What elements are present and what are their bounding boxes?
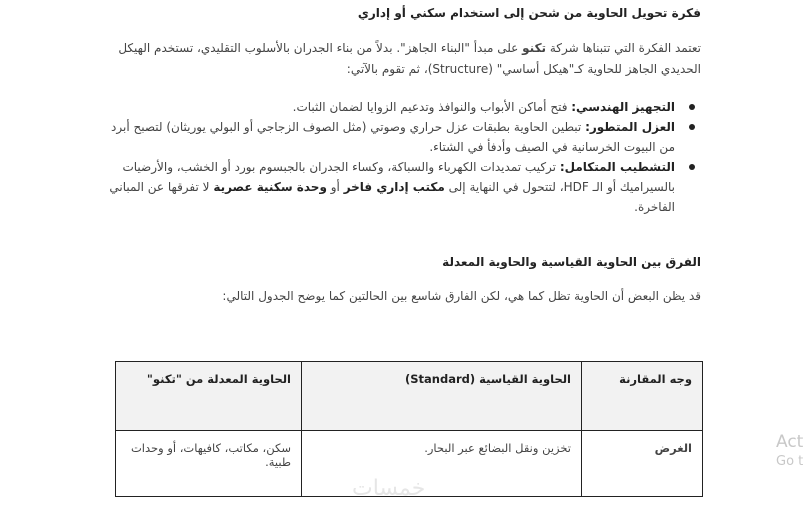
cell-modified: سكن، مكاتب، كافيهات، أو وحدات طبية. [116, 431, 302, 497]
header-aspect: وجه المقارنة [582, 362, 703, 431]
cell-standard: تخزين ونقل البضائع عبر البحار. [302, 431, 582, 497]
brand-name: تكنو [522, 41, 547, 55]
item-text: فتح أماكن الأبواب والنوافذ وتدعيم الزوايا لضمان الثبات. [292, 100, 572, 114]
cell-aspect: الغرض [582, 431, 703, 497]
intro-text-start: تعتمد الفكرة التي تتبناها شركة [546, 41, 701, 55]
bullet-icon [689, 164, 695, 170]
bullet-icon [689, 104, 695, 110]
table-header-row [116, 362, 703, 431]
item-title: العزل المتطور: [585, 120, 675, 134]
activation-line2: Go t [776, 454, 803, 469]
item-title: التجهيز الهندسي: [571, 100, 675, 114]
watermark: خمسات [352, 476, 426, 501]
header-modified: الحاوية المعدلة من "تكنو" [116, 362, 302, 431]
steps-list [101, 97, 701, 217]
activation-overlay [776, 432, 803, 472]
item-bold-office: مكتب إداري فاخر [343, 180, 445, 194]
intro-text-end: على مبدأ "البناء الجاهز". بدلاً من بناء الجدران بالأسلوب التقليدي، تستخدم الهيكل الحديدي الجاهز للحاوية كـ"هيكل أساسي" (Structure)، ثم تقوم بالآتي: [118, 41, 701, 76]
activation-line1: Act [776, 432, 803, 452]
item-bold-residential: وحدة سكنية عصرية [213, 180, 327, 194]
item-text-end: لا تفرقها عن المباني الفاخرة. [109, 180, 675, 214]
difference-intro: قد يظن البعض أن الحاوية تظل كما هي، لكن الفارق شاسع بين الحالتين كما يوضح الجدول التالي: [222, 289, 701, 303]
item-title: التشطيب المتكامل: [559, 160, 675, 174]
section-heading-difference: الفرق بين الحاوية القياسية والحاوية المعدلة [442, 255, 701, 269]
item-text: تبطين الحاوية بطبقات عزل حراري وصوتي (مثل الصوف الزجاجي أو البولي يوريثان) لتصبح أبرد من البيوت الخرسانية في الصيف وأدفأ في الشتاء. [111, 120, 675, 154]
bullet-icon [689, 124, 695, 130]
item-text: تركيب تمديدات الكهرباء والسباكة، وكساء الجدران بالجبسوم بورد أو الخشب، والأرضيات بالسيراميك أو الـ HDF، لتتحول في النهاية إلى [122, 160, 675, 194]
intro-paragraph [101, 38, 701, 80]
list-item [101, 117, 701, 157]
section-heading-conversion: فكرة تحويل الحاوية من شحن إلى استخدام سكني أو إداري [357, 6, 701, 20]
list-item [101, 157, 701, 217]
header-standard: الحاوية القياسية (Standard) [302, 362, 582, 431]
item-text-mid: أو [326, 180, 344, 194]
list-item [101, 97, 701, 117]
